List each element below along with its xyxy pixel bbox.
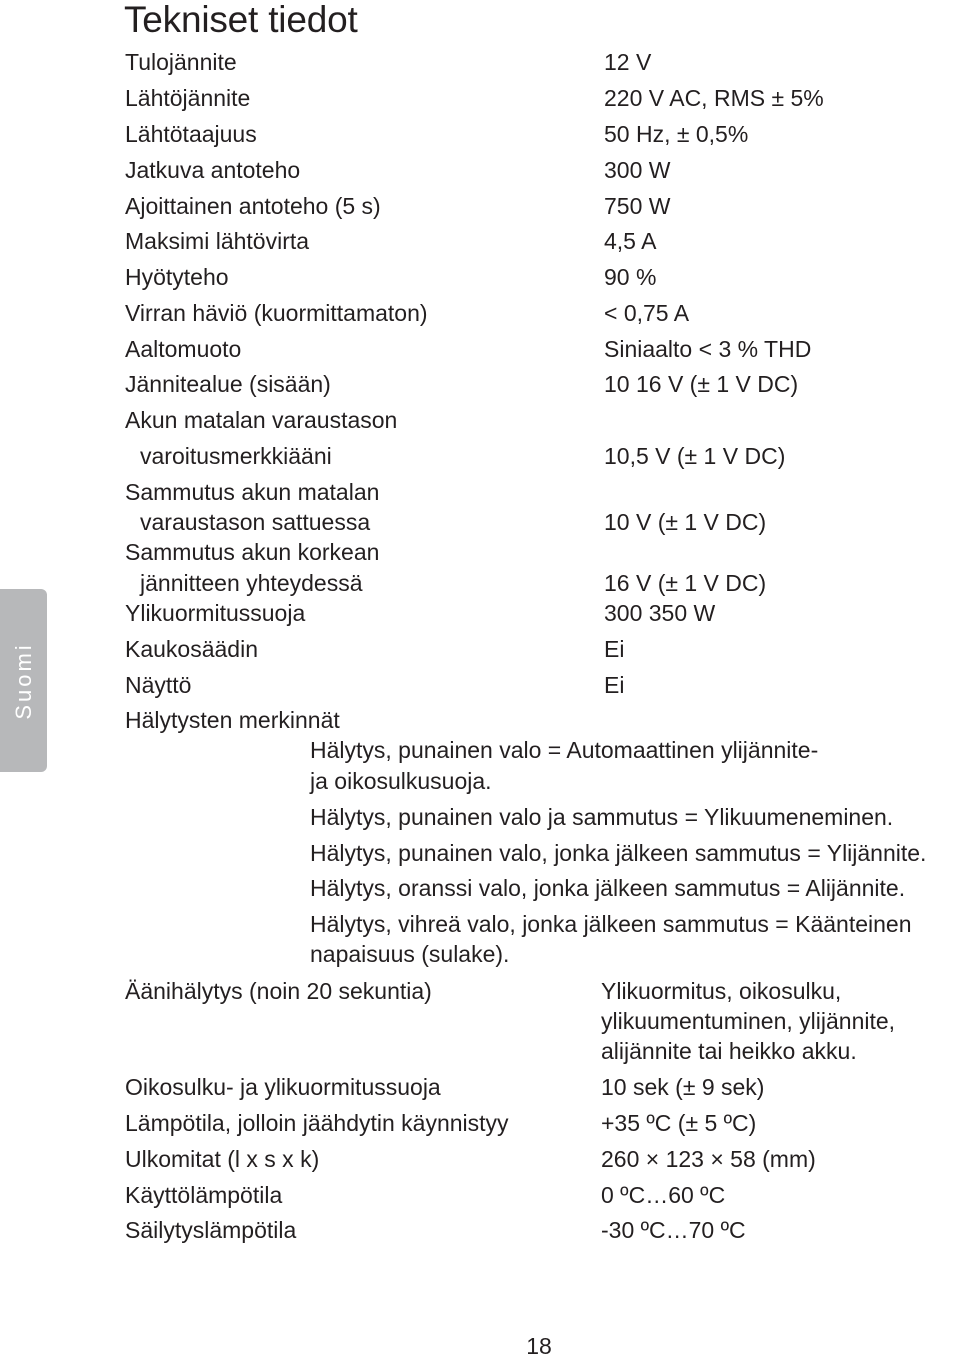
spec-label: Aaltomuoto xyxy=(125,336,242,362)
alarm-line: Hälytys, punainen valo ja sammutus = Ylikuumeneminen. xyxy=(310,804,894,830)
spec-label: Oikosulku- ja ylikuormitussuoja xyxy=(125,1074,441,1100)
spec-label: varaustason sattuessa xyxy=(140,509,371,535)
spec-value: 10,5 V (± 1 V DC) xyxy=(604,443,786,469)
spec-label: Virran häviö (kuormittamaton) xyxy=(125,300,428,326)
spec-label: Sammutus akun matalan xyxy=(125,479,380,505)
spec-label: Käyttölämpötila xyxy=(125,1182,283,1208)
spec-label: Hälytysten merkinnät xyxy=(125,707,340,733)
spec-label: Kaukosäädin xyxy=(125,636,258,662)
page-number: 18 xyxy=(526,1333,552,1359)
alarm-line: Hälytys, oranssi valo, jonka jälkeen sammutus = Alijännite. xyxy=(310,875,906,901)
spec-value: 90 % xyxy=(604,264,657,290)
spec-label: Lähtöjännite xyxy=(125,85,251,111)
spec-label: Ulkomitat (l x s x k) xyxy=(125,1146,320,1172)
spec-label: Maksimi lähtövirta xyxy=(125,228,310,254)
spec-value: -30 ºC…70 ºC xyxy=(601,1217,746,1243)
spec-label: Lähtötaajuus xyxy=(125,121,257,147)
spec-value: 0 ºC…60 ºC xyxy=(601,1182,726,1208)
spec-value: 16 V (± 1 V DC) xyxy=(604,570,767,596)
spec-label: Jännitealue (sisään) xyxy=(125,371,331,397)
spec-value: 260 × 123 × 58 (mm) xyxy=(601,1146,816,1172)
spec-label: Ylikuormitussuoja xyxy=(125,600,306,626)
spec-label: Näyttö xyxy=(125,672,192,698)
spec-label: Äänihälytys (noin 20 sekuntia) xyxy=(125,978,432,1004)
spec-label: Säilytyslämpötila xyxy=(125,1217,297,1243)
spec-label: varoitusmerkkiääni xyxy=(140,443,332,469)
alarm-line: Hälytys, punainen valo, jonka jälkeen sammutus = Ylijännite. xyxy=(310,840,927,866)
spec-value: Ylikuormitus, oikosulku, xyxy=(601,978,842,1004)
spec-value: 4,5 A xyxy=(604,228,657,254)
spec-value: 10 V (± 1 V DC) xyxy=(604,509,767,535)
spec-label: Jatkuva antoteho xyxy=(125,157,301,183)
spec-value: +35 ºC (± 5 ºC) xyxy=(601,1110,757,1136)
language-tab-label: Suomi xyxy=(10,641,36,720)
spec-label: Ajoittainen antoteho (5 s) xyxy=(125,193,381,219)
spec-label: Lämpötila, jolloin jäähdytin käynnistyy xyxy=(125,1110,509,1136)
spec-value: Ei xyxy=(604,672,625,698)
language-tab xyxy=(0,589,47,772)
spec-value: 10 sek (± 9 sek) xyxy=(601,1074,765,1100)
page-title: Tekniset tiedot xyxy=(124,0,358,40)
spec-label: Tulojännite xyxy=(125,49,237,75)
spec-value: 50 Hz, ± 0,5% xyxy=(604,121,749,147)
spec-label: Akun matalan varaustason xyxy=(125,407,398,433)
spec-label: Sammutus akun korkean xyxy=(125,539,380,565)
spec-value: 220 V AC, RMS ± 5% xyxy=(604,85,824,111)
spec-value: < 0,75 A xyxy=(604,300,690,326)
spec-value: Ei xyxy=(604,636,625,662)
alarm-line: ja oikosulkusuoja. xyxy=(310,768,492,794)
spec-value: 750 W xyxy=(604,193,671,219)
spec-value: 12 V xyxy=(604,49,652,75)
spec-value: Siniaalto < 3 % THD xyxy=(604,336,812,362)
spec-label: jännitteen yhteydessä xyxy=(140,570,363,596)
spec-value: 300 W xyxy=(604,157,671,183)
alarm-line: napaisuus (sulake). xyxy=(310,941,510,967)
spec-value: 300 350 W xyxy=(604,600,716,626)
alarm-line: Hälytys, vihreä valo, jonka jälkeen sammutus = Käänteinen xyxy=(310,911,912,937)
alarm-line: Hälytys, punainen valo = Automaattinen ylijännite- xyxy=(310,737,819,763)
spec-value: 10 16 V (± 1 V DC) xyxy=(604,371,799,397)
spec-value: alijännite tai heikko akku. xyxy=(601,1038,857,1064)
spec-value: ylikuumentuminen, ylijännite, xyxy=(601,1008,896,1034)
spec-label: Hyötyteho xyxy=(125,264,229,290)
